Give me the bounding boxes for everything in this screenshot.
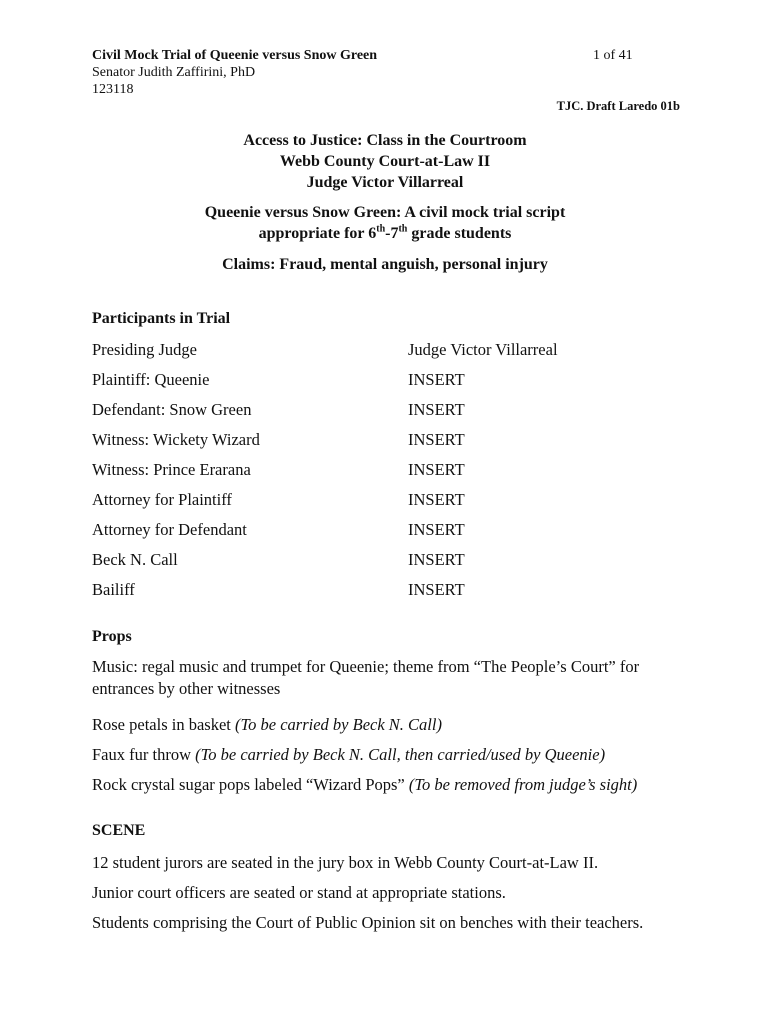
- participant-role: Attorney for Defendant: [92, 520, 247, 539]
- participant-role: Plaintiff: Queenie: [92, 370, 210, 389]
- participant-name: INSERT: [408, 520, 465, 539]
- participants-title: Participants in Trial: [92, 310, 231, 327]
- heading-line-1: Access to Justice: Class in the Courtroom: [243, 132, 527, 149]
- participant-role: Beck N. Call: [92, 550, 178, 569]
- heading-line-5-post: grade students: [407, 225, 512, 242]
- participant-name: INSERT: [408, 550, 465, 569]
- scene-line: Junior court officers are seated or stand at appropriate stations.: [92, 883, 506, 902]
- props-music-line-1: Music: regal music and trumpet for Queenie; theme from “The People’s Court” for: [92, 657, 640, 676]
- participant-role: Presiding Judge: [92, 340, 197, 359]
- document-title: Civil Mock Trial of Queenie versus Snow Green: [92, 48, 378, 63]
- props-title: Props: [92, 628, 132, 645]
- heading-line-5-pre: appropriate for 6: [258, 225, 377, 242]
- prop-item-text: Faux fur throw: [92, 745, 196, 764]
- participant-name: INSERT: [408, 400, 465, 419]
- participant-name: Judge Victor Villarreal: [408, 340, 558, 359]
- heading-line-5: [0, 225, 770, 243]
- prop-item-text: Rock crystal sugar pops labeled “Wizard Pops”: [92, 775, 409, 794]
- participant-role: Bailiff: [92, 580, 135, 599]
- heading-line-3: Judge Victor Villarreal: [306, 174, 464, 191]
- prop-item-note: (To be carried by Beck N. Call, then carried/used by Queenie): [195, 745, 606, 764]
- participant-name: INSERT: [408, 460, 465, 479]
- document-code: 123118: [92, 82, 134, 97]
- prop-item-note: (To be removed from judge’s sight): [408, 775, 638, 794]
- participant-name: INSERT: [408, 490, 465, 509]
- draft-label: TJC. Draft Laredo 01b: [556, 99, 680, 113]
- props-music-line-2: entrances by other witnesses: [92, 679, 281, 698]
- participant-role: Defendant: Snow Green: [92, 400, 252, 419]
- prop-item-note: (To be carried by Beck N. Call): [234, 715, 442, 734]
- scene-line: Students comprising the Court of Public Opinion sit on benches with their teachers.: [92, 913, 644, 932]
- scene-line: 12 student jurors are seated in the jury box in Webb County Court-at-Law II.: [92, 853, 599, 872]
- claims-line: Claims: Fraud, mental anguish, personal injury: [222, 256, 548, 273]
- heading-line-5-mid: -7: [385, 225, 399, 242]
- participant-name: INSERT: [408, 370, 465, 389]
- page-number: 1 of 41: [593, 48, 633, 63]
- prop-item: [92, 744, 605, 765]
- heading-line-4: Queenie versus Snow Green: A civil mock trial script: [204, 204, 566, 221]
- prop-item-text: Rose petals in basket: [92, 715, 235, 734]
- heading-line-2: Webb County Court-at-Law II: [279, 153, 491, 170]
- author: Senator Judith Zaffirini, PhD: [92, 65, 256, 80]
- participant-role: Witness: Wickety Wizard: [92, 430, 260, 449]
- superscript-th-1: th: [376, 223, 386, 235]
- superscript-th-2: th: [398, 223, 408, 235]
- prop-item: [92, 774, 637, 795]
- participant-name: INSERT: [408, 430, 465, 449]
- scene-title: SCENE: [92, 822, 146, 839]
- participant-name: INSERT: [408, 580, 465, 599]
- participant-role: Witness: Prince Erarana: [92, 460, 251, 479]
- prop-item: [92, 714, 442, 735]
- participant-role: Attorney for Plaintiff: [92, 490, 232, 509]
